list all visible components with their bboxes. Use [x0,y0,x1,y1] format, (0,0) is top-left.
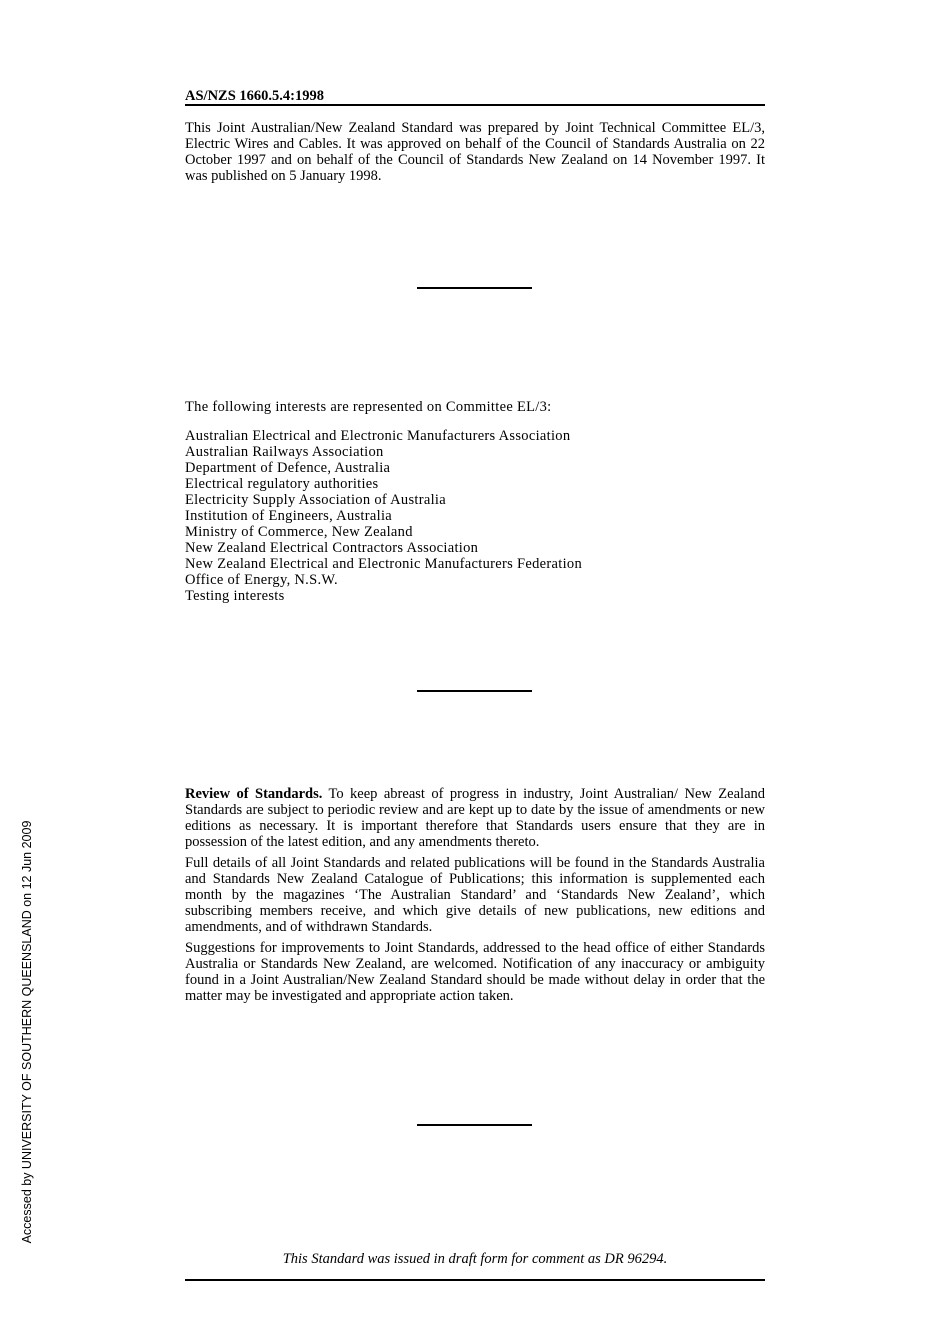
interest-item: Department of Defence, Australia [185,460,391,476]
interest-item: Institution of Engineers, Australia [185,508,393,524]
preparation-paragraph: This Joint Australian/New Zealand Standard was prepared by Joint Technical Committee EL/3, Electric Wires and Cables. It was approved on behalf of the Council of Standards Australia on 22 October 1997 and on behalf of the Council of Standards New Zealand on 14 November 1997. It was published on 5 January 1998. [185,120,765,184]
interest-item: Electricity Supply Association of Australia [185,492,446,508]
review-paragraph-1-text: To keep abreast of progress in industry, Joint Australian/ New Zealand Standards are subject to periodic review and are kept up to date by the issue of amendments or new editions as necessary. It is important therefore that Standards users ensure that they are in possession of the latest edition, and any amendments thereto. [185,786,766,850]
interest-item: Ministry of Commerce, New Zealand [185,524,413,540]
committee-intro: The following interests are represented on Committee EL/3: [185,399,552,415]
header-rule [185,104,765,106]
review-of-standards-section [185,786,765,1009]
interest-item: New Zealand Electrical and Electronic Manufacturers Federation [185,556,583,572]
interest-item: Electrical regulatory authorities [185,476,379,492]
section-divider [417,690,532,692]
review-heading: Review of Standards. [185,786,323,802]
committee-interests-list [185,428,765,604]
section-divider [417,287,532,289]
access-stamp: Accessed by UNIVERSITY OF SOUTHERN QUEENSLAND on 12 Jun 2009 [20,820,34,1244]
review-paragraph-1 [185,786,765,850]
interest-item: New Zealand Electrical Contractors Association [185,540,479,556]
interest-item: Australian Railways Association [185,444,384,460]
interest-item: Australian Electrical and Electronic Manufacturers Association [185,428,571,444]
review-paragraph-2: Full details of all Joint Standards and related publications will be found in the Standards Australia and Standards New Zealand Catalogue of Publications; this information is supplemented each month by the magazines ‘The Australian Standard’ and ‘Standards New Zealand’, which subscribing members receive, and which give details of new publications, new editions and amendments, and of withdrawn Standards. [185,855,765,935]
review-paragraph-3: Suggestions for improvements to Joint Standards, addressed to the head office of either Standards Australia or Standards New Zealand, are welcomed. Notification of any inaccuracy or ambiguity found in a Joint Australian/New Zealand Standard should be made without delay in order that the matter may be investigated and appropriate action taken. [185,940,765,1004]
draft-note: This Standard was issued in draft form for comment as DR 96294. [282,1251,668,1267]
document-id: AS/NZS 1660.5.4:1998 [185,88,324,104]
section-divider [417,1124,532,1126]
interest-item: Testing interests [185,588,285,604]
interest-item: Office of Energy, N.S.W. [185,572,338,588]
footer-rule [185,1279,765,1281]
